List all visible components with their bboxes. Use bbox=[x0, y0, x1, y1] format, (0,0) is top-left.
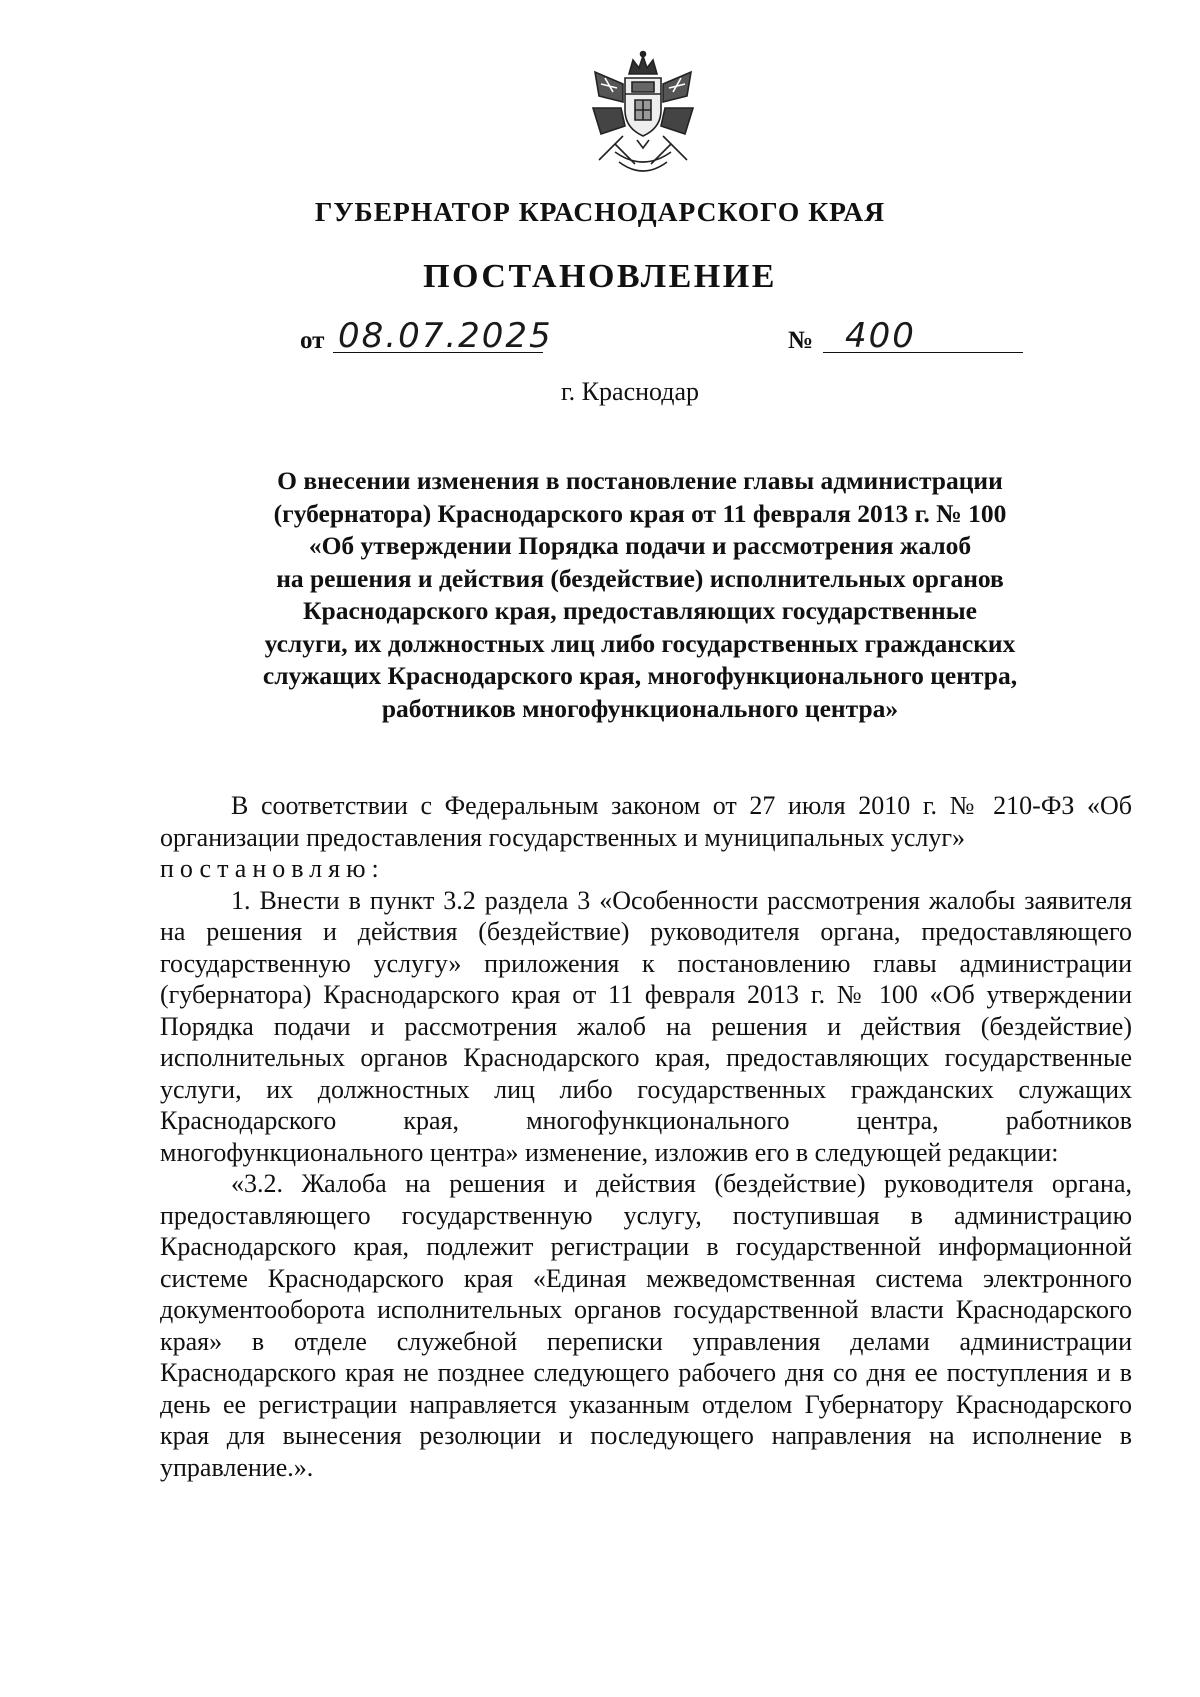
item-1-quoted-text: «3.2. Жалоба на решения и действия (бездействие) руководителя органа, предоставляющего государственную услугу, поступившая в администрацию Краснодарского края, подлежит регистрации в государственной информационной системе Краснодарского края «Единая межведомственная система электронного документооборота исполнительных органов государственной власти Краснодарского края» в отделе служебной переписки управления делами администрации Краснодарского края не позднее следующего рабочего дня со дня ее поступления и в день ее регистрации направляется указанным отделом Губернатору Краснодарского края для вынесения резолюции и последующего направления на исполнение в управление.». bbox=[160, 1169, 1132, 1482]
title-line: работников многофункционального центра» bbox=[381, 693, 899, 723]
title-line: (губернатора) Краснодарского края от 11 февраля 2013 г. № 100 bbox=[273, 498, 1007, 528]
issuing-authority: ГУБЕРНАТОР КРАСНОДАРСКОГО КРАЯ bbox=[314, 196, 886, 227]
title-line: услуги, их должностных лиц либо государственных гражданских bbox=[264, 628, 1016, 658]
title-line: на решения и действия (бездействие) исполнительных органов bbox=[276, 563, 1004, 593]
preamble-paragraph: В соответствии с Федеральным законом от 27 июля 2010 г. № 210-ФЗ «Об организации предоставления государственных и муниципальных услуг» bbox=[160, 791, 1132, 852]
document-body bbox=[160, 790, 1132, 1483]
item-1-paragraph: 1. Внести в пункт 3.2 раздела 3 «Особенности рассмотрения жалобы заявителя на решения и действия (бездействие) руководителя органа, предоставляющего государственную услугу» приложения к постановлению главы администрации (губернатора) Краснодарского края от 11 февраля 2013 г. № 100 «Об утверждении Порядка подачи и рассмотрения жалоб на решения и действия (бездействие) исполнительных органов Краснодарского края, предоставляющих государственные услуги, их должностных лиц либо государственных гражданских служащих Краснодарского края, многофункционального центра, работников многофункционального центра» изменение, изложив его в следующей редакции: bbox=[160, 885, 1132, 1167]
document-type-heading: ПОСТАНОВЛЕНИЕ bbox=[423, 258, 777, 295]
title-line: О внесении изменения в постановление главы администрации bbox=[277, 466, 1003, 495]
resolve-word: постановляю: bbox=[160, 854, 385, 883]
krasnodar-coat-of-arms-emblem bbox=[585, 48, 701, 180]
handwritten-number: 400 bbox=[845, 316, 916, 356]
title-line: «Об утверждении Порядка подачи и рассмотрения жалоб bbox=[308, 531, 972, 560]
handwritten-date: 08.07.2025 bbox=[338, 316, 553, 356]
date-label: от bbox=[300, 327, 325, 354]
city-of-issue: г. Краснодар bbox=[560, 377, 700, 406]
document-title bbox=[200, 465, 1080, 725]
title-line: Краснодарского края, предоставляющих государственные bbox=[303, 596, 977, 625]
number-label: № bbox=[788, 327, 814, 354]
title-line: служащих Краснодарского края, многофункционального центра, bbox=[262, 661, 1018, 690]
